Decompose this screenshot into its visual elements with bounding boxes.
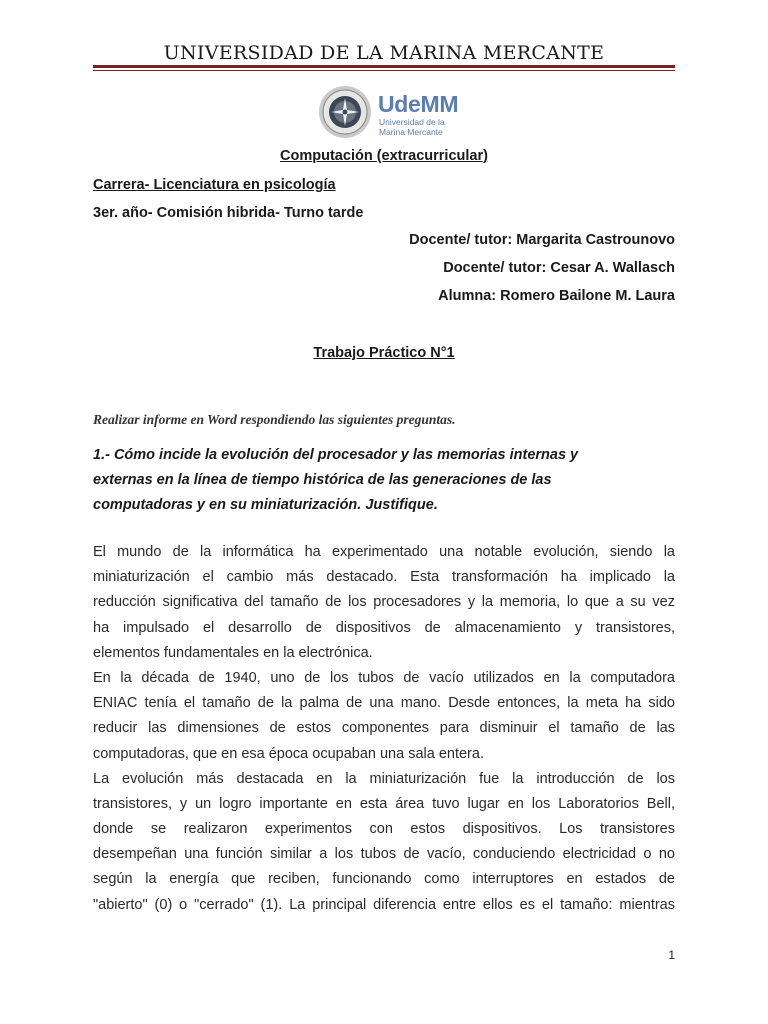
- tutor-line-2: Docente/ tutor: Cesar A. Wallasch: [443, 260, 675, 276]
- body-line: ENIAC tenía el tamaño de la palma de una mano. Desde entonces, la meta ha sido: [93, 695, 675, 712]
- header-rule-thin: [93, 70, 675, 71]
- assignment-title: Trabajo Práctico N°1: [313, 345, 455, 361]
- body-line: En la década de 1940, uno de los tubos de vacío utilizados en la computadora: [93, 669, 675, 686]
- tutor-line-1: Docente/ tutor: Margarita Castrounovo: [409, 232, 675, 248]
- body-line: donde se realizaron experimentos con estos dispositivos. Los transistores: [93, 821, 675, 838]
- body-line: El mundo de la informática ha experimentado una notable evolución, siendo la: [93, 544, 675, 560]
- career-line: Carrera- Licenciatura en psicología: [93, 177, 336, 193]
- student-line: Alumna: Romero Bailone M. Laura: [438, 288, 675, 304]
- body-line: reducir las dimensiones de estos componentes para disminuir el tamaño de las: [93, 720, 675, 737]
- question-line: computadoras y en su miniaturización. Justifique.: [93, 497, 438, 513]
- body-line: ha impulsado el desarrollo de dispositivos de almacenamiento y transistores,: [93, 619, 675, 636]
- instruction-text: Realizar informe en Word respondiendo las siguientes preguntas.: [93, 412, 456, 427]
- seal-icon: [318, 85, 372, 139]
- logo-subtitle-line2: Marina Mercante: [379, 127, 443, 137]
- question-1: [93, 443, 675, 518]
- body-line: transistores, y un logro importante en esta área tuvo lugar en los Laboratorios Bell,: [93, 795, 675, 812]
- body-line: reducción significativa del tamaño de los procesadores y la memoria, lo que a su vez: [93, 594, 675, 611]
- body-line: miniaturización el cambio más destacado. Esta transformación ha implicado la: [93, 569, 675, 586]
- logo-subtitle-line1: Universidad de la: [379, 117, 445, 127]
- university-logo: [318, 85, 459, 140]
- body-line: según la energía que reciben, funcionando como interruptores en estados de: [93, 871, 675, 888]
- body-line: computadoras, que en esa época ocupaban una sala entera.: [93, 745, 484, 762]
- logo-brand: UdeMM: [378, 91, 459, 117]
- body-line: "abierto" (0) o "cerrado" (1). La principal diferencia entre ellos es el tamaño: mientras: [93, 896, 675, 913]
- body-line: La evolución más destacada en la miniaturización fue la introducción de los: [93, 770, 675, 787]
- page-number: 1: [668, 948, 675, 962]
- answer-body: [93, 540, 675, 918]
- header-rule: [93, 65, 675, 68]
- question-line: 1.- Cómo incide la evolución del procesador y las memorias internas y: [93, 447, 579, 463]
- body-line: elementos fundamentales en la electrónica.: [93, 644, 373, 661]
- year-line: 3er. año- Comisión hibrida- Turno tarde: [93, 205, 364, 221]
- header-title: UNIVERSIDAD DE LA MARINA MERCANTE: [163, 42, 605, 64]
- course-title: Computación (extracurricular): [280, 148, 488, 164]
- question-line: externas en la línea de tiempo histórica de las generaciones de las: [93, 472, 552, 488]
- body-line: desempeñan una función similar a los tubos de vacío, conduciendo electricidad o no: [93, 846, 675, 863]
